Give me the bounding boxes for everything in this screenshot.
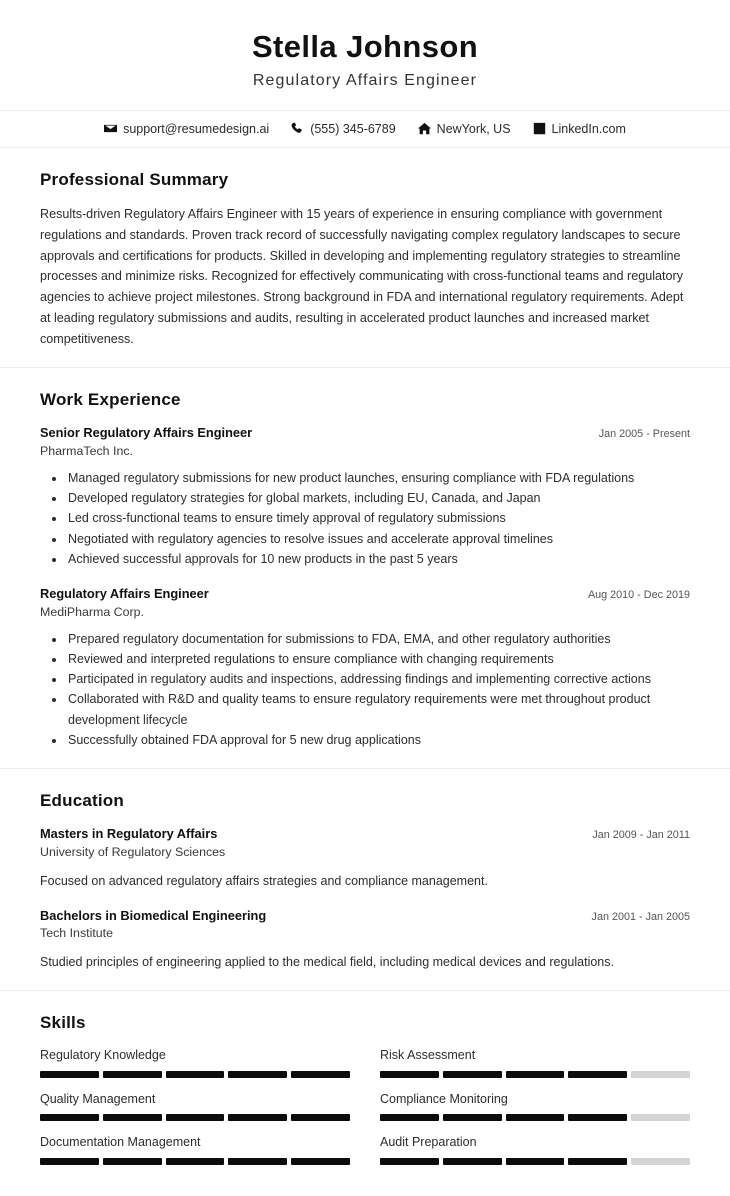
skill-level-segment: [568, 1158, 627, 1165]
list-item: • Collaborated with R&D and quality teams to ensure regulatory requirements were met throughout product development lifecycle: [66, 689, 690, 730]
skill-level-segment: [291, 1158, 350, 1165]
experience-date: Jan 2005 - Present: [598, 428, 690, 441]
experience-role: Regulatory Affairs Engineer: [40, 586, 209, 602]
education-entry-head: [40, 825, 690, 843]
skills-heading: Skills: [40, 1013, 86, 1033]
education-description: Studied principles of engineering applied to the medical field, including medical devices and regulations.: [40, 955, 614, 970]
education-school: Tech Institute: [40, 926, 114, 941]
skill-item: [380, 1134, 690, 1178]
education-degree: Masters in Regulatory Affairs: [40, 826, 218, 842]
education-entry: [40, 907, 690, 973]
skill-level-bar: [380, 1071, 690, 1078]
skill-level-segment: [443, 1114, 502, 1121]
skill-level-segment: [166, 1158, 225, 1165]
skill-level-segment: [506, 1071, 565, 1078]
skill-level-segment: [228, 1071, 287, 1078]
skill-name: Quality Management: [40, 1091, 156, 1106]
skill-level-segment: [166, 1071, 225, 1078]
skill-item: [380, 1091, 690, 1135]
education-date: Jan 2001 - Jan 2005: [591, 910, 690, 923]
contact-bar: [0, 110, 730, 148]
skill-level-bar: [40, 1071, 350, 1078]
education-school: University of Regulatory Sciences: [40, 844, 226, 859]
section-education: [0, 769, 730, 991]
phone-icon: [291, 122, 304, 135]
list-item: • Achieved successful approvals for 10 new products in the past 5 years: [66, 549, 690, 569]
experience-company: MediPharma Corp.: [40, 604, 144, 619]
experience-entry: [40, 424, 690, 569]
skill-level-segment: [103, 1158, 162, 1165]
resume-header: [0, 0, 730, 110]
education-entry: [40, 825, 690, 891]
skill-level-bar: [40, 1114, 350, 1121]
list-item: • Successfully obtained FDA approval for 5 new drug applications: [66, 730, 690, 750]
linkedin-icon: [533, 122, 546, 135]
skill-level-segment: [631, 1071, 690, 1078]
contact-location-text: NewYork, US: [436, 121, 511, 136]
envelope-icon: [104, 122, 117, 135]
skill-level-segment: [568, 1114, 627, 1121]
skill-level-segment: [443, 1158, 502, 1165]
list-item: • Participated in regulatory audits and inspections, addressing findings and implementing corrective actions: [66, 669, 690, 689]
skill-level-segment: [291, 1071, 350, 1078]
skill-level-segment: [103, 1114, 162, 1121]
skill-level-segment: [40, 1114, 99, 1121]
candidate-name: Stella Johnson: [251, 29, 479, 64]
experience-bullets: [40, 468, 690, 569]
skill-item: [40, 1134, 350, 1178]
skill-level-bar: [380, 1158, 690, 1165]
skill-name: Audit Preparation: [380, 1135, 477, 1150]
skill-level-segment: [380, 1071, 439, 1078]
candidate-job-title: Regulatory Affairs Engineer: [252, 72, 478, 90]
experience-entry-head: [40, 585, 690, 603]
skill-level-segment: [291, 1114, 350, 1121]
summary-text: Results-driven Regulatory Affairs Engineer with 15 years of experience in ensuring compliance with government regulations and standards. Proven track record of successfully navigating complex regulatory landscapes to secure approvals and certifications for products. Skilled in developing and implementing regulatory strategies to streamline processes and minimize risks. Recognized for effectively communicating with cross-functional teams and regulatory agencies to achieve project milestones. Strong background in FDA and international regulatory requirements. Adept at leading regulatory submissions and audits, resulting in accelerated product launches and increased market competitiveness.: [40, 206, 684, 346]
skill-level-segment: [228, 1158, 287, 1165]
skill-level-segment: [506, 1158, 565, 1165]
section-skills: [0, 991, 730, 1196]
skill-level-segment: [380, 1114, 439, 1121]
contact-linkedin[interactable]: [533, 122, 626, 136]
contact-phone[interactable]: [291, 122, 395, 136]
summary-heading: Professional Summary: [40, 169, 229, 189]
list-item: • Developed regulatory strategies for global markets, including EU, Canada, and Japan: [66, 488, 690, 508]
experience-heading: Work Experience: [40, 390, 181, 410]
section-professional-summary: [0, 148, 730, 368]
list-item: • Reviewed and interpreted regulations to ensure compliance with changing requirements: [66, 649, 690, 669]
skill-level-segment: [506, 1114, 565, 1121]
skill-level-segment: [443, 1071, 502, 1078]
list-item: • Prepared regulatory documentation for submissions to FDA, EMA, and other regulatory authorities: [66, 629, 690, 649]
skill-level-segment: [631, 1114, 690, 1121]
experience-company: PharmaTech Inc.: [40, 443, 133, 458]
skill-item: [40, 1091, 350, 1135]
skill-name: Documentation Management: [40, 1135, 201, 1150]
education-degree: Bachelors in Biomedical Engineering: [40, 907, 267, 923]
contact-email-text: support@resumedesign.ai: [123, 121, 270, 136]
skill-level-segment: [166, 1114, 225, 1121]
experience-role: Senior Regulatory Affairs Engineer: [40, 425, 253, 441]
home-icon: [418, 122, 431, 135]
experience-bullets: [40, 629, 690, 751]
education-date: Jan 2009 - Jan 2011: [592, 829, 690, 842]
education-entry-head: [40, 907, 690, 925]
list-item: • Led cross-functional teams to ensure timely approval of regulatory submissions: [66, 508, 690, 528]
experience-entry: [40, 585, 690, 750]
section-work-experience: [0, 368, 730, 769]
list-item: • Managed regulatory submissions for new product launches, ensuring compliance with FDA regulations: [66, 468, 690, 488]
skill-level-segment: [568, 1071, 627, 1078]
skill-item: [40, 1047, 350, 1091]
experience-date: Aug 2010 - Dec 2019: [587, 589, 690, 602]
skill-name: Risk Assessment: [380, 1048, 476, 1063]
skill-level-segment: [380, 1158, 439, 1165]
skill-level-segment: [631, 1158, 690, 1165]
contact-location[interactable]: [418, 122, 511, 136]
education-description: Focused on advanced regulatory affairs strategies and compliance management.: [40, 873, 488, 888]
experience-entry-head: [40, 424, 690, 442]
skills-grid: [40, 1047, 690, 1178]
list-item: • Negotiated with regulatory agencies to resolve issues and accelerate approval timelines: [66, 529, 690, 549]
education-heading: Education: [40, 791, 124, 811]
skill-level-bar: [380, 1114, 690, 1121]
skill-level-segment: [228, 1114, 287, 1121]
skill-name: Regulatory Knowledge: [40, 1048, 166, 1063]
skill-level-bar: [40, 1158, 350, 1165]
contact-phone-text: (555) 345-6789: [310, 121, 396, 136]
skill-level-segment: [40, 1158, 99, 1165]
skill-item: [380, 1047, 690, 1091]
contact-linkedin-text: LinkedIn.com: [551, 121, 626, 136]
contact-email[interactable]: [104, 122, 269, 136]
skill-name: Compliance Monitoring: [380, 1091, 508, 1106]
skill-level-segment: [103, 1071, 162, 1078]
skill-level-segment: [40, 1071, 99, 1078]
